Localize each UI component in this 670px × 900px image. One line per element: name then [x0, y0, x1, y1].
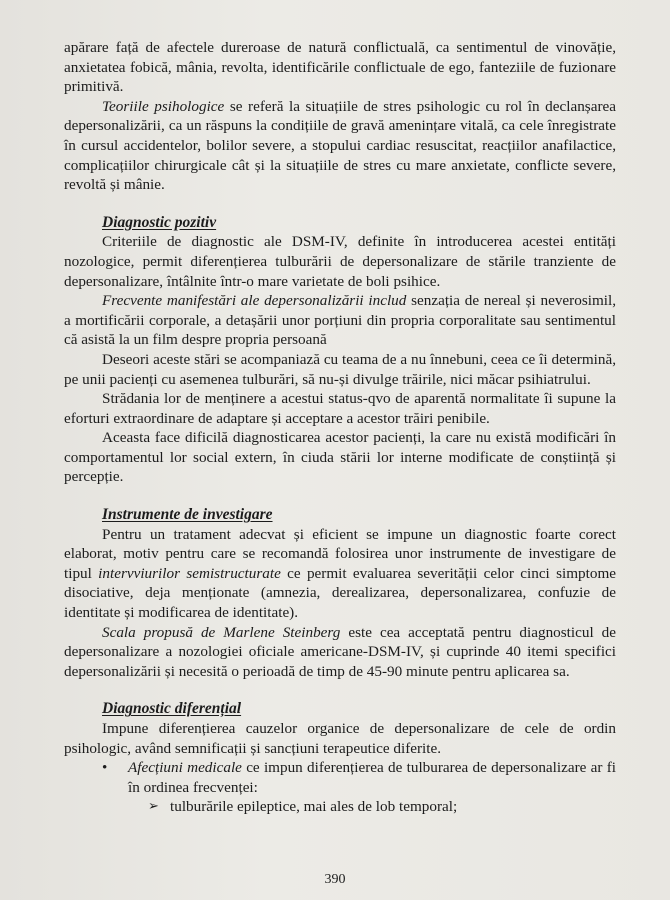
paragraph-organic-vs-psychological: Impune diferențierea cauzelor organice de depersonalizare de cele de ordin psihologic, având semnificații și sancțiuni terapeutice diferite.: [64, 720, 616, 757]
heading-investigation-tools: Instrumente de investigare: [102, 506, 273, 524]
paragraph-fear-of-madness: Deseori aceste stări se acompaniază cu teama de a nu înnebuni, ceea ce îi determină, pe unii pacienți cu asemenea tulburări, să nu-și divulge trăirile, nici măcar psihiatrului.: [64, 350, 616, 388]
list-item-text: [128, 758, 616, 797]
arrow-bullet-icon: ➢: [148, 799, 159, 815]
term-medical-conditions: Afecțiuni medicale: [128, 759, 242, 777]
paragraph-psychological-theories: [64, 97, 616, 195]
paragraph-text: se referă la situațiile de stres psihologic cu rol în declanșarea depersonalizării, ca un răspuns la condițiile de gravă amenințare vitală, ca cele înregistrate în cursul accidentelor, bolilor severe, a stopului cardiac resuscitat, reacțiilor anafilactice, complicațiilor chirurgicale cât și la situațiile de stres cu mare anxietate, conflicte severe, revoltă și mânie.: [64, 97, 616, 194]
bullet-icon: •: [102, 759, 108, 777]
paragraph-defense-mechanisms: apărare față de afectele dureroase de natură conflictuală, ca sentimentul de vinovăție, anxietatea fobică, mânia, revolta, identificările conflictuale de ego, fanteziile de fuzionare primitivă.: [64, 39, 616, 96]
term-steinberg-scale: Scala propusă de Marlene Steinberg: [102, 623, 341, 641]
sub-list-item-text: tulburările epileptice, mai ales de lob temporal;: [170, 798, 458, 816]
heading-positive-diagnosis: Diagnostic pozitiv: [102, 213, 217, 231]
paragraph-frequent-manifestations: [64, 291, 616, 350]
term-semistructured-interviews: intervviurilor semistructurate: [98, 564, 281, 582]
page-body: [64, 38, 616, 817]
heading-differential-diagnosis: Diagnostic diferențial: [102, 700, 242, 718]
paragraph-status-quo: Strădania lor de menținere a acestui status-qvo de aparentă normalitate îi supune la eforturi extraordinare de adaptare și acceptare a acestor trăiri penibile.: [64, 390, 616, 427]
paragraph-text: Pentru un tratament adecvat și eficient se impune un diagnostic foarte corect elaborat, motiv pentru care se recomandă folosirea unor instrumente de investigare de tipul: [64, 525, 616, 582]
page-number: 390: [324, 872, 346, 887]
term-frequent-manifestations: Frecvente manifestări ale depersonalizării includ: [102, 292, 407, 310]
paragraph-text: este cea acceptată pentru diagnosticul de depersonalizare a nozologiei oficiale americane-DSM-IV, și cuprinde 40 itemi specifici depersonalizării și necesită o perioadă de timp de 45-90 minute pentru aplicarea sa.: [64, 623, 616, 680]
list-item-rest: ce impun diferențierea de tulburarea de depersonalizare ar fi în ordinea frecvenței:: [128, 759, 616, 796]
paragraph-text: senzația de nereal și neverosimil, a mortificării corporale, a detașării unor porțiuni din propria corporalitate sau sentimentul că asistă la un film despre propria persoană: [64, 292, 616, 349]
paragraph-text: ce permit evaluarea severității celor cinci simptome disociative, deja menționate (amnezia, derealizarea, depersonalizarea, confuzie de identitate și modificarea de identitate).: [64, 564, 617, 622]
paragraph-dsm-criteria: Criteriile de diagnostic ale DSM-IV, definite în introducerea acestei entități nozologice, permit diferențierea tulburării de depersonalizare de stările tranziente de depersonalizare, întâlnite într-o mare varietate de boli psihice.: [64, 233, 616, 290]
term-psychological-theories: Teoriile psihologice: [102, 97, 225, 115]
list-item-medical-conditions: [102, 758, 616, 797]
paragraph-semistructured-interviews: [64, 525, 616, 623]
sub-list-item-epilepsy: [148, 797, 616, 817]
paragraph-diagnostic-difficulty: Aceasta face dificilă diagnosticarea acestor pacienți, la care nu există modificări în comportamentul lor social extern, în ciuda stării lor interne modificate de conștiință și percepție.: [64, 429, 616, 486]
paragraph-steinberg-scale: [64, 623, 616, 682]
